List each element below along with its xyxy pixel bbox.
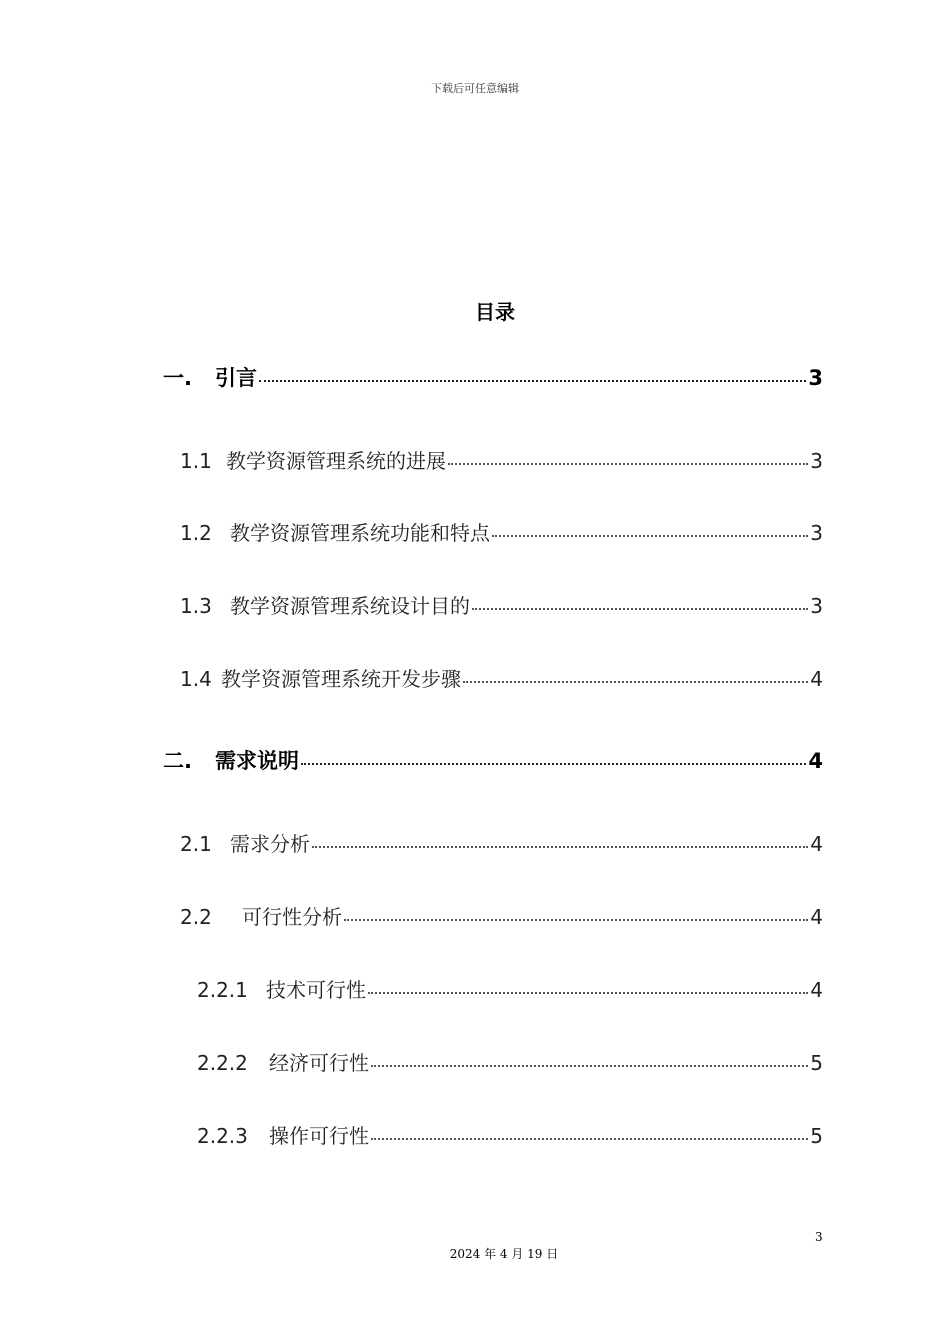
toc-leader-dots (301, 763, 806, 765)
toc-entry-page: 3 (810, 449, 823, 473)
toc-entry-number: 二. (163, 749, 192, 773)
toc-entry-1-1[interactable] (180, 445, 823, 474)
toc-title: 目录 (475, 300, 515, 324)
toc-entry-2-2-1[interactable] (197, 974, 823, 1003)
toc-entry-number: 1.2 (180, 521, 212, 545)
toc-entry-1-2[interactable] (180, 517, 823, 546)
toc-leader-dots (492, 535, 808, 537)
toc-entry-2-2-2[interactable] (197, 1047, 823, 1076)
toc-entry-page: 4 (810, 905, 823, 929)
toc-entry-text: 可行性分析 (242, 905, 342, 929)
toc-entry-2-2-3[interactable] (197, 1120, 823, 1149)
toc-entry-2-2[interactable] (180, 901, 823, 930)
toc-entry-page: 3 (808, 366, 823, 390)
toc-entry-number: 1.4 (180, 667, 212, 691)
toc-entry-1-4[interactable] (180, 663, 823, 692)
toc-entry-number: 2.2.2 (197, 1051, 248, 1075)
toc-entry-text: 操作可行性 (269, 1124, 369, 1148)
toc-entry-number: 1.3 (180, 594, 212, 618)
toc-entry-number: 2.1 (180, 832, 212, 856)
toc-entry-page: 3 (810, 521, 823, 545)
toc-entry-text: 教学资源管理系统的进展 (226, 449, 446, 473)
toc-leader-dots (259, 380, 806, 382)
page-number: 3 (815, 1230, 823, 1244)
toc-entry-page: 4 (810, 978, 823, 1002)
toc-entry-page: 4 (810, 832, 823, 856)
toc-entry-text: 需求说明 (215, 749, 299, 773)
toc-entry-number: 2.2 (180, 905, 212, 929)
toc-leader-dots (344, 919, 808, 921)
toc-entry-number: 2.2.1 (197, 978, 248, 1002)
toc-leader-dots (463, 681, 808, 683)
toc-entry-page: 4 (810, 667, 823, 691)
toc-entry-page: 5 (810, 1051, 823, 1075)
toc-entry-1-3[interactable] (180, 590, 823, 619)
toc-entry-text: 经济可行性 (269, 1051, 369, 1075)
toc-entry-text: 引言 (215, 366, 257, 390)
toc-entry-number: 一. (163, 366, 192, 390)
toc-leader-dots (371, 1065, 808, 1067)
toc-entry-text: 技术可行性 (266, 978, 366, 1002)
toc-entry-text: 教学资源管理系统设计目的 (230, 594, 470, 618)
page-header: 下载后可任意编辑 (431, 82, 519, 95)
toc-entry-2[interactable] (163, 745, 823, 775)
toc-entry-text: 教学资源管理系统功能和特点 (230, 521, 490, 545)
toc-leader-dots (312, 846, 808, 848)
toc-leader-dots (368, 992, 808, 994)
toc-entry-number: 1.1 (180, 449, 212, 473)
footer-date: 2024 年 4 月 19 日 (449, 1247, 559, 1261)
toc-leader-dots (371, 1138, 808, 1140)
toc-entry-1[interactable] (163, 362, 823, 392)
toc-leader-dots (448, 463, 808, 465)
toc-entry-2-1[interactable] (180, 828, 823, 857)
toc-entry-number: 2.2.3 (197, 1124, 248, 1148)
toc-entry-text: 需求分析 (230, 832, 310, 856)
toc-entry-page: 3 (810, 594, 823, 618)
toc-leader-dots (472, 608, 808, 610)
toc-entry-text: 教学资源管理系统开发步骤 (221, 667, 461, 691)
toc-entry-page: 4 (808, 749, 823, 773)
toc-entry-page: 5 (810, 1124, 823, 1148)
